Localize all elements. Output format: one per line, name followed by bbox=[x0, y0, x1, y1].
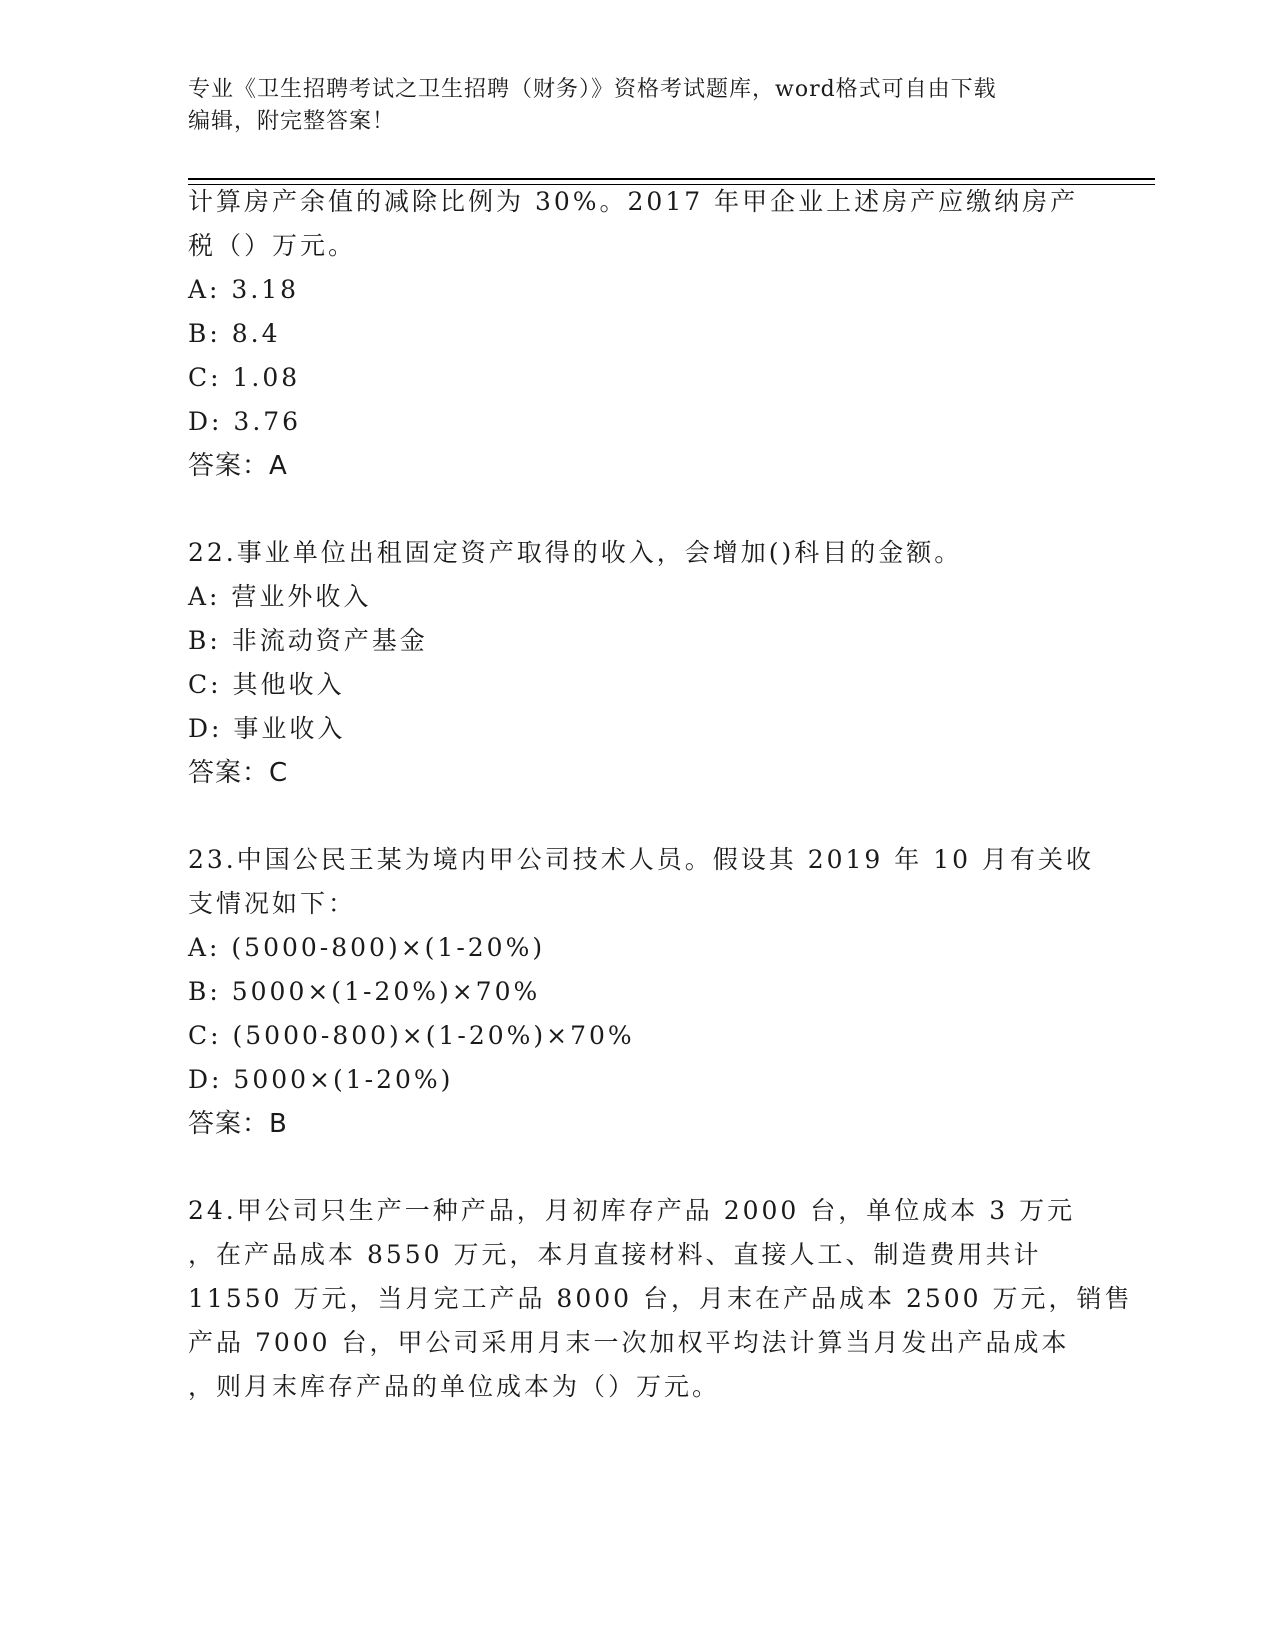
q21-answer: 答案：A bbox=[188, 451, 288, 481]
q24-text-line-4: 产品 7000 台，甲公司采用月末一次加权平均法计算当月发出产品成本 bbox=[188, 1328, 1070, 1357]
q24-text-line-3: 11550 万元，当月完工产品 8000 台，月末在产品成本 2500 万元，销售 bbox=[188, 1284, 1133, 1313]
q22-option-b: B: 非流动资产基金 bbox=[188, 626, 428, 655]
q22-answer: 答案：C bbox=[188, 758, 289, 788]
document-header bbox=[188, 74, 1068, 138]
q23-answer: 答案：B bbox=[188, 1109, 288, 1139]
q21-text-line-2: 税（）万元。 bbox=[188, 231, 357, 260]
q21-option-d: D: 3.76 bbox=[188, 407, 302, 436]
q23-option-d: D: 5000×(1-20%) bbox=[188, 1065, 454, 1094]
header-line-2: 编辑，附完整答案！ bbox=[188, 109, 396, 134]
q23-option-c: C: (5000-800)×(1-20%)×70% bbox=[188, 1021, 635, 1050]
header-line-1: 专业《卫生招聘考试之卫生招聘（财务）》资格考试题库，word格式可自由下载 bbox=[188, 77, 997, 102]
q22-option-d: D: 事业收入 bbox=[188, 714, 346, 743]
q23-text-line-2: 支情况如下： bbox=[188, 889, 357, 918]
q21-option-a: A: 3.18 bbox=[188, 275, 300, 304]
q23-option-b: B: 5000×(1-20%)×70% bbox=[188, 977, 541, 1006]
q22-text-line-1: 22.事业单位出租固定资产取得的收入，会增加()科目的金额。 bbox=[188, 538, 963, 567]
q21-text-line-1: 计算房产余值的减除比例为 30%。2017 年甲企业上述房产应缴纳房产 bbox=[188, 187, 1079, 216]
q21-option-c: C: 1.08 bbox=[188, 363, 301, 392]
q21-option-b: B: 8.4 bbox=[188, 319, 281, 348]
q23-option-a: A: (5000-800)×(1-20%) bbox=[188, 933, 546, 962]
q22-option-c: C: 其他收入 bbox=[188, 670, 345, 699]
q24-text-line-2: ，在产品成本 8550 万元，本月直接材料、直接人工、制造费用共计 bbox=[188, 1240, 1042, 1269]
header-divider-thick bbox=[188, 178, 1155, 180]
q24-text-line-5: ，则月末库存产品的单位成本为（）万元。 bbox=[188, 1372, 721, 1401]
q22-option-a: A: 营业外收入 bbox=[188, 582, 372, 611]
q23-text-line-1: 23.中国公民王某为境内甲公司技术人员。假设其 2019 年 10 月有关收 bbox=[188, 845, 1094, 874]
q24-text-line-1: 24.甲公司只生产一种产品，月初库存产品 2000 台，单位成本 3 万元 bbox=[188, 1196, 1076, 1225]
